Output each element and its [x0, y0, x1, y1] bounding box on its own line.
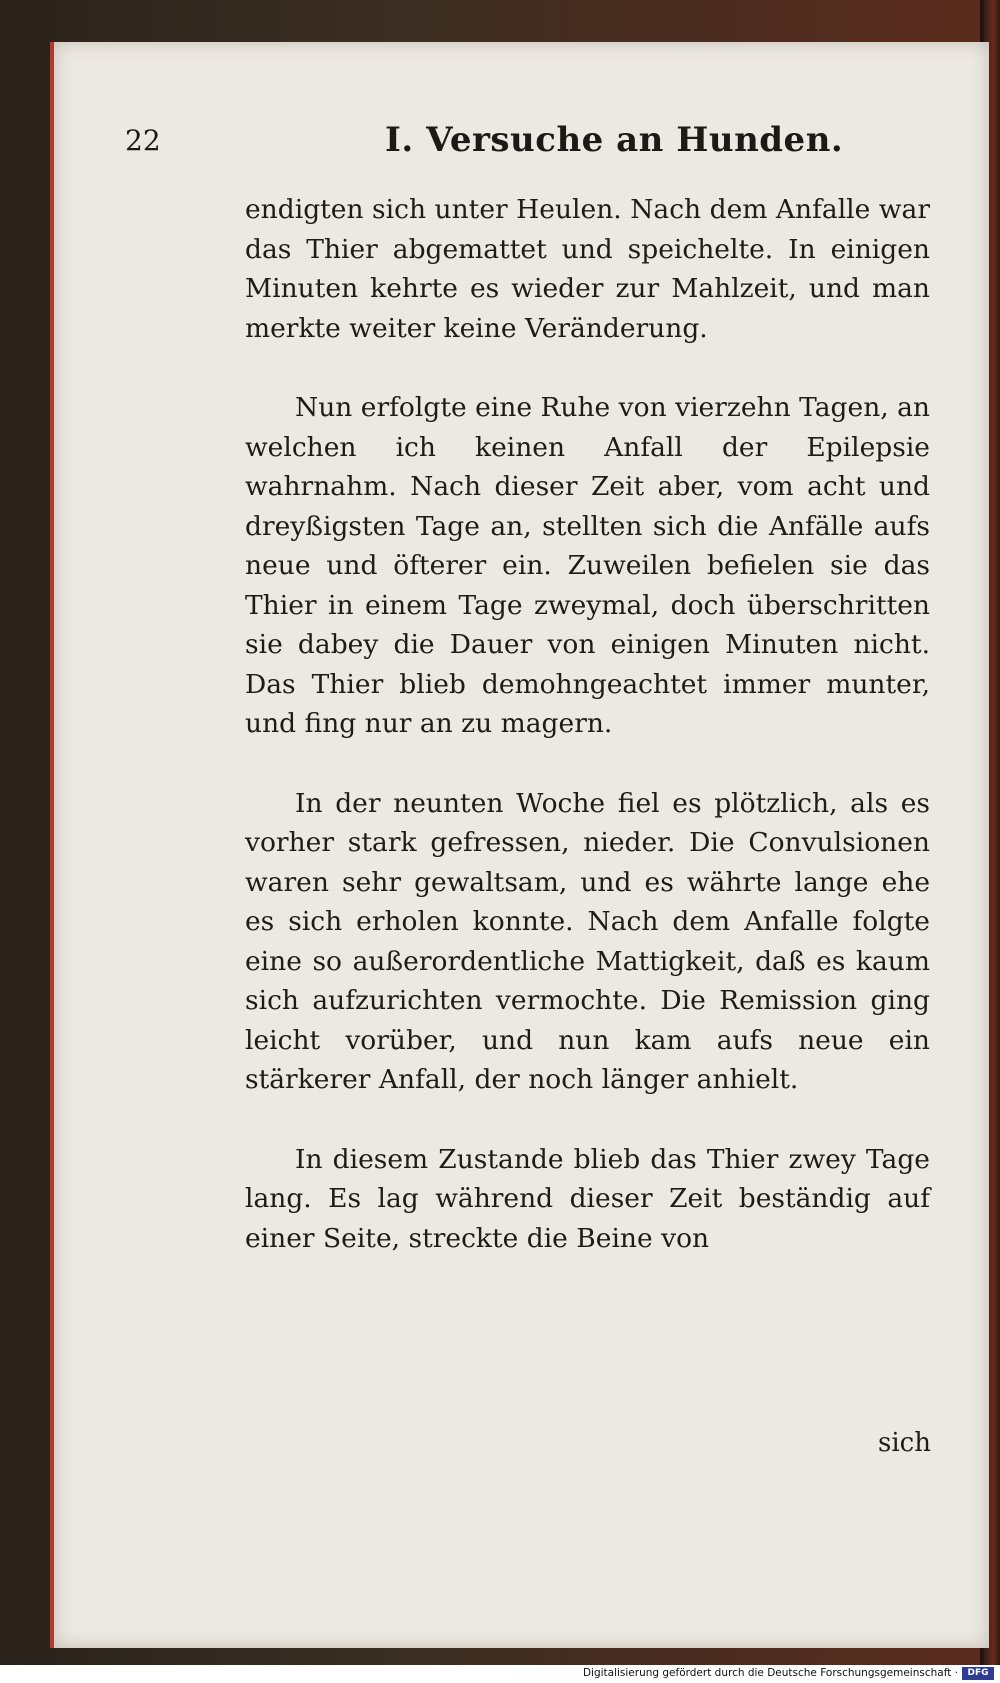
- page-number: 22: [125, 124, 161, 157]
- running-title: I. Versuche an Hunden.: [385, 120, 844, 160]
- paragraph: Nun erfolgte eine Ruhe von vierzehn Tagen, an welchen ich keinen Anfall der Epilepsie wahrnahm. Nach dieser Zeit aber, vom acht und dreyßigsten Tage an, stellten sich die Anfälle aufs neue und öfterer ein. Zuweilen befielen sie das Thier in einem Tage zweymal, doch überschritten sie dabey die Dauer von einigen Minuten nicht. Das Thier blieb demohngeachtet immer munter, und fing nur an zu magern.: [245, 392, 930, 739]
- catchword: sich: [878, 1428, 931, 1458]
- paragraph: endigten sich unter Heulen. Nach dem Anfalle war das Thier abgemattet und speichelte. In einigen Minuten kehrte es wieder zur Mahlzeit, und man merkte weiter keine Veränderung.: [245, 194, 930, 344]
- footer-credit: Digitalisierung gefördert durch die Deutsche Forschungsgemeinschaft ·: [582, 1667, 958, 1679]
- paragraph: In diesem Zustande blieb das Thier zwey Tage lang. Es lag während dieser Zeit beständig auf einer Seite, streckte die Beine von: [245, 1143, 930, 1254]
- digitization-footer: [0, 1665, 1000, 1683]
- paragraph: In der neunten Woche fiel es plötzlich, als es vorher stark gefressen, nieder. Die Convulsionen waren sehr gewaltsam, und es währte lange ehe es sich erholen konnte. Nach dem Anfalle folgte eine so außerordentliche Mattigkeit, daß es kaum sich aufzurichten vermochte. Die Remission ging leicht vorüber, und nun kam aufs neue ein stärkerer Anfall, der noch länger anhielt.: [245, 787, 930, 1095]
- dfg-logo: DFG: [962, 1667, 994, 1680]
- page-body-text: [245, 190, 930, 1298]
- page-header: [125, 120, 925, 170]
